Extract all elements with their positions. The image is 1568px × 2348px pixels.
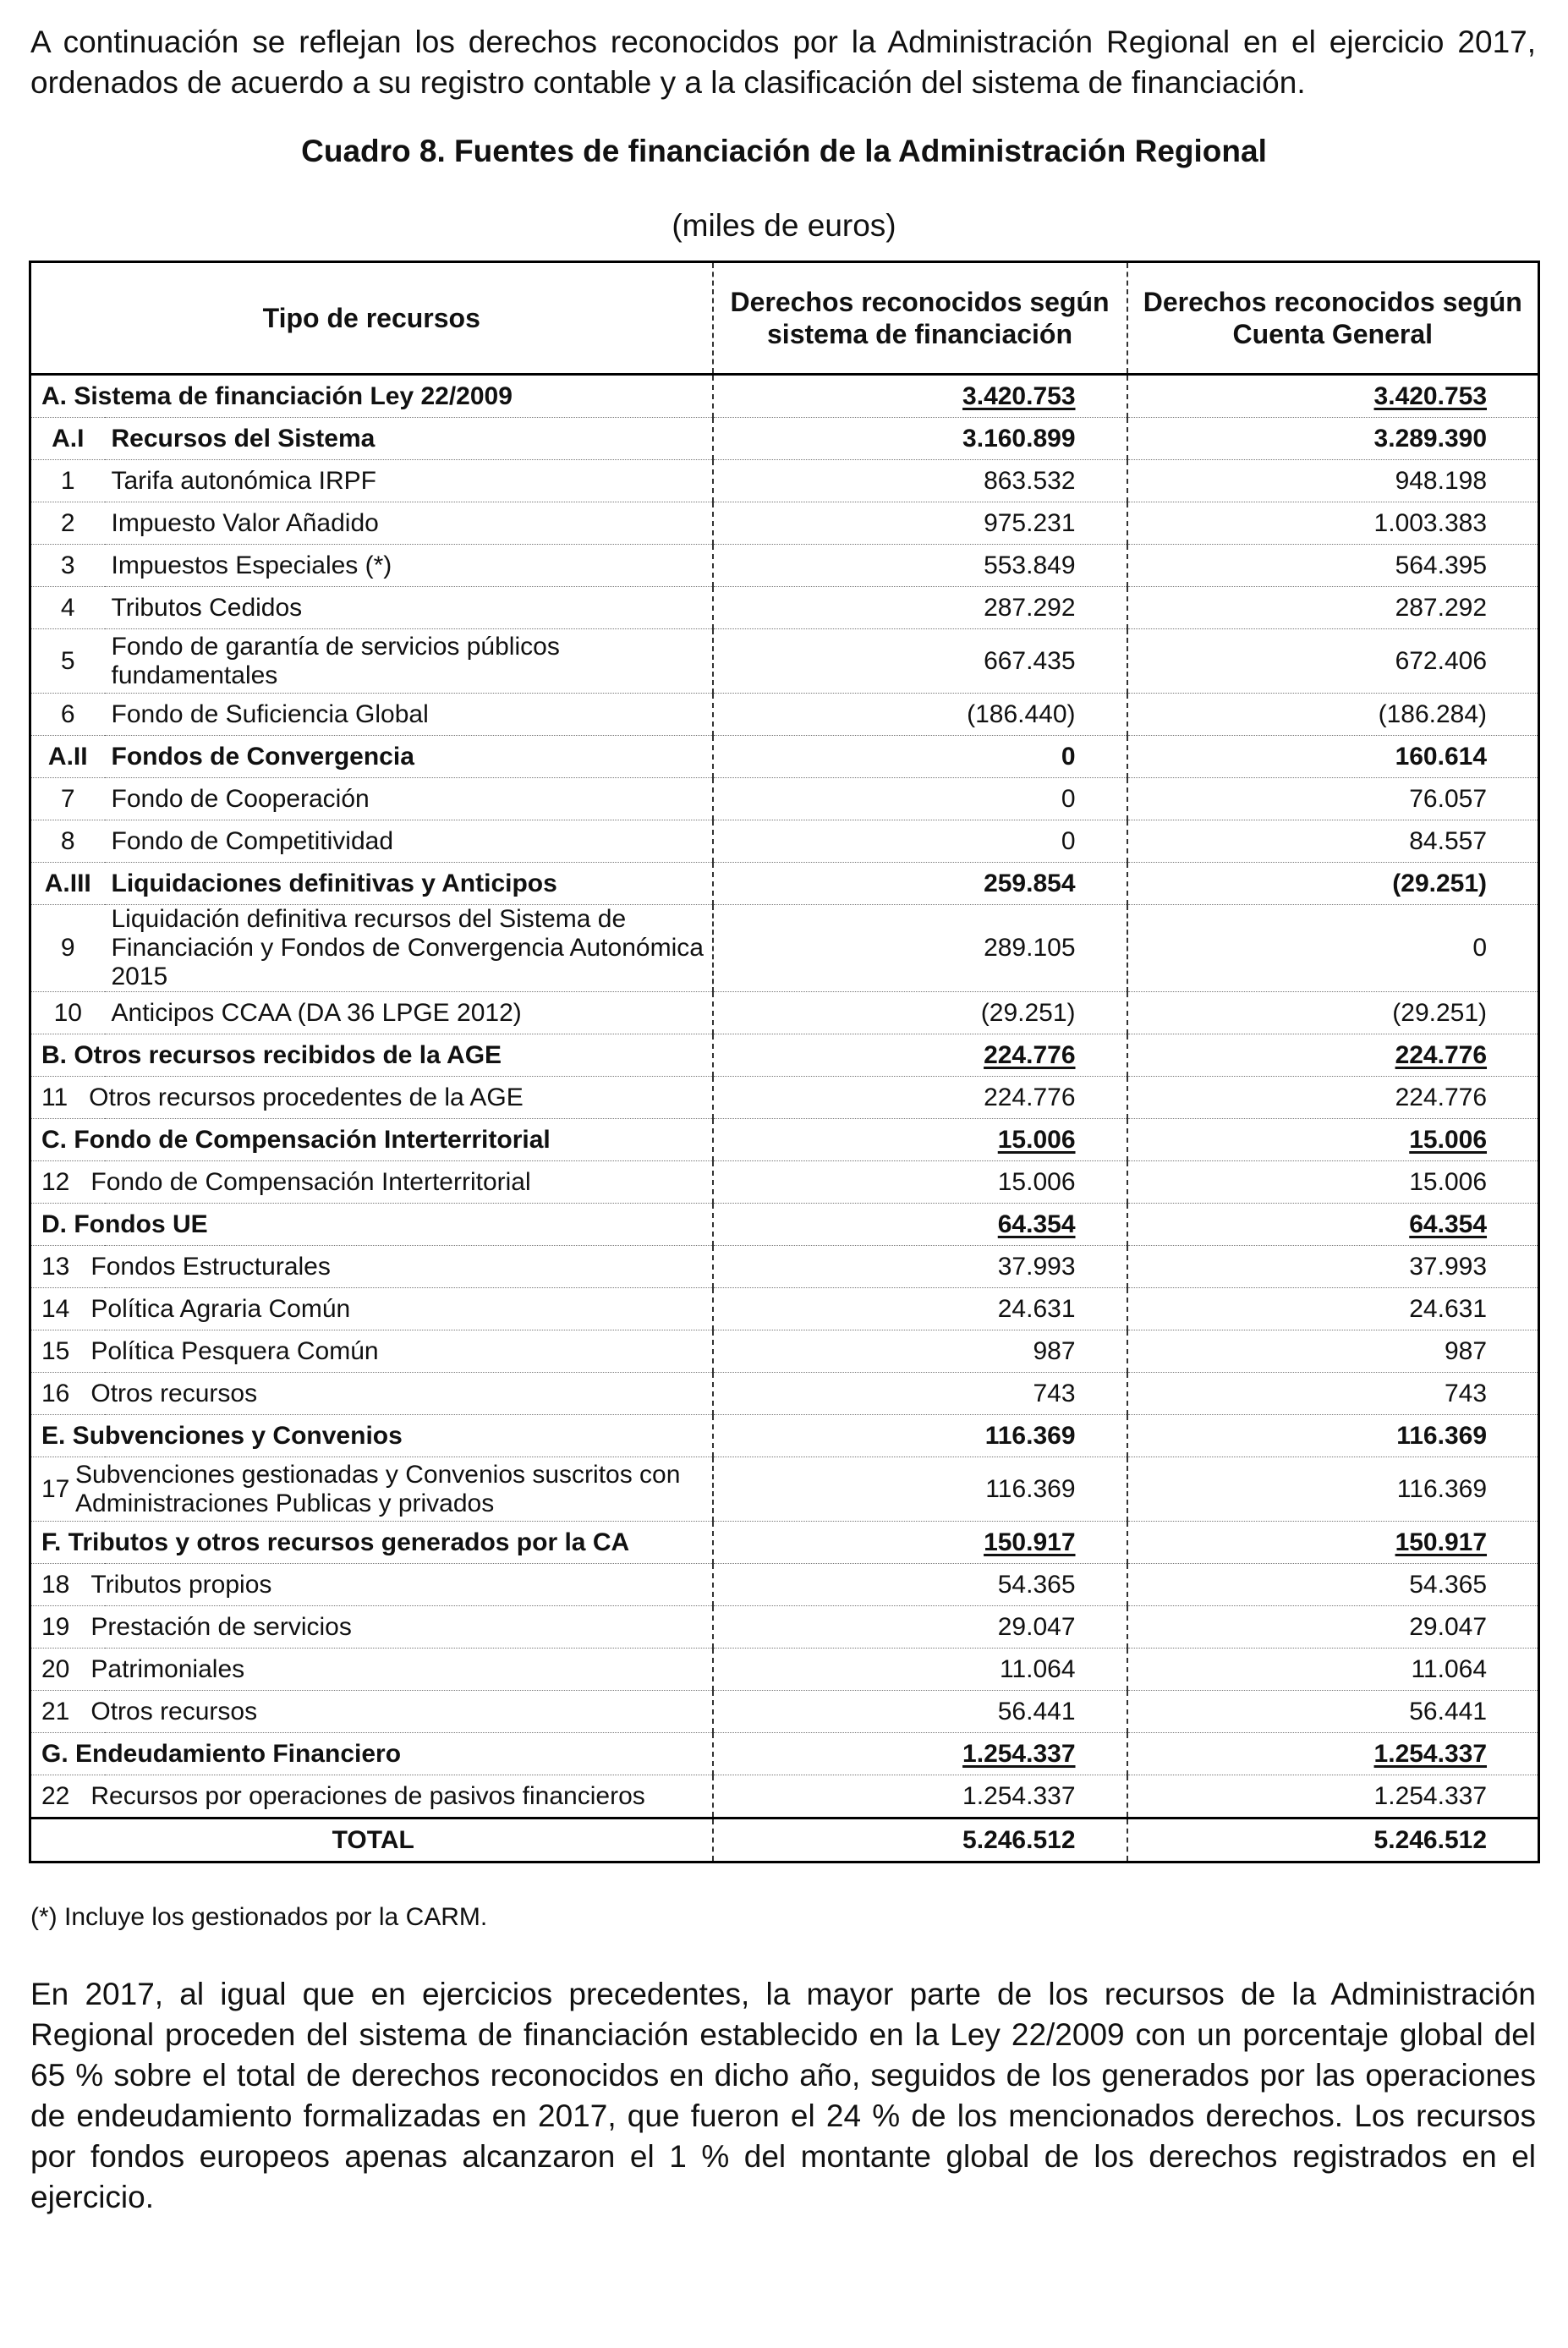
row-label: 18 Tributos propios: [30, 1564, 713, 1606]
row-value-cuenta: 15.006: [1127, 1161, 1539, 1204]
table-row: [30, 460, 1539, 502]
row-code: 1: [30, 460, 105, 502]
row-value-cuenta: 15.006: [1127, 1119, 1539, 1161]
row-value-cuenta: 0: [1127, 905, 1539, 992]
intro-paragraph: A continuación se reflejan los derechos reconocidos por la Administración Regional en el ejercicio 2017, ordenados de acuerdo a su registro contable y a la clasificación del sistema de financiación.: [30, 25, 1536, 100]
row-label: Liquidación definitiva recursos del Sistema de Financiación y Fondos de Convergencia Autonómica 2015: [105, 905, 713, 992]
row-value-cuenta: 56.441: [1127, 1691, 1539, 1733]
row-code: 4: [30, 587, 105, 629]
row-value-cuenta: (29.251): [1127, 992, 1539, 1034]
row-code: 21: [41, 1697, 70, 1725]
table-row: [30, 1246, 1539, 1288]
row-value-cuenta: 29.047: [1127, 1606, 1539, 1649]
row-code: A.III: [30, 863, 105, 905]
table-row-section-e: [30, 1415, 1539, 1457]
row-value-cuenta: 160.614: [1127, 736, 1539, 778]
table-row-subsection-aiii: [30, 863, 1539, 905]
row-label: Tarifa autonómica IRPF: [105, 460, 713, 502]
header-tipo-recursos: Tipo de recursos: [30, 262, 713, 375]
conclusion-paragraph: En 2017, al igual que en ejercicios precedentes, la mayor parte de los recursos de la Administración Regional proceden del sistema de financiación establecido en la Ley 22/2009 con un porcentaje global del 65 % sobre el total de derechos reconocidos en dicho año, seguidos de los generados por las operaciones de endeudamiento formalizadas en 2017, que fueron el 24 % de los mencionados derechos. Los recursos por fondos europeos apenas alcanzaron el 1 % del montante global de los derechos registrados en el ejercicio.: [30, 1977, 1536, 2214]
row-value-cuenta: 224.776: [1127, 1077, 1539, 1119]
row-value-cuenta: 1.254.337: [1127, 1775, 1539, 1819]
row-label: 16 Otros recursos: [30, 1373, 713, 1415]
row-value-sistema: 287.292: [713, 587, 1127, 629]
table-row: [30, 629, 1539, 694]
row-value-cuenta: (29.251): [1127, 863, 1539, 905]
row-label: B. Otros recursos recibidos de la AGE: [30, 1034, 713, 1077]
row-value-cuenta: 24.631: [1127, 1288, 1539, 1330]
financing-sources-table: [29, 261, 1540, 1863]
row-value-sistema: 3.420.753: [713, 375, 1127, 418]
row-code: 22: [41, 1781, 70, 1810]
row-label: 22 Recursos por operaciones de pasivos financieros: [30, 1775, 713, 1819]
row-label: Fondos de Convergencia: [105, 736, 713, 778]
row-value-sistema: 24.631: [713, 1288, 1127, 1330]
row-code: 15: [41, 1336, 70, 1365]
row-value-sistema: 150.917: [713, 1522, 1127, 1564]
row-code: 20: [41, 1654, 70, 1683]
table-row: [30, 1161, 1539, 1204]
table-row-subsection-aii: [30, 736, 1539, 778]
row-label: 20 Patrimoniales: [30, 1649, 713, 1691]
row-value-sistema: 116.369: [713, 1457, 1127, 1522]
table-row: [30, 1649, 1539, 1691]
row-code: 12: [41, 1167, 70, 1196]
row-label: Liquidaciones definitivas y Anticipos: [105, 863, 713, 905]
row-code: A.II: [30, 736, 105, 778]
row-label: 14 Política Agraria Común: [30, 1288, 713, 1330]
row-label: G. Endeudamiento Financiero: [30, 1733, 713, 1775]
row-value-sistema: 667.435: [713, 629, 1127, 694]
row-value-sistema: 3.160.899: [713, 418, 1127, 460]
table-row: [30, 1288, 1539, 1330]
table-row: [30, 1691, 1539, 1733]
row-label: Fondo de garantía de servicios públicos fundamentales: [105, 629, 713, 694]
row-label: Anticipos CCAA (DA 36 LPGE 2012): [105, 992, 713, 1034]
total-value-sistema: 5.246.512: [713, 1819, 1127, 1862]
row-value-sistema: 116.369: [713, 1415, 1127, 1457]
table-row: [30, 587, 1539, 629]
table-row: [30, 1775, 1539, 1819]
table-row: [30, 820, 1539, 863]
row-label: 15 Política Pesquera Común: [30, 1330, 713, 1373]
row-label: Tributos Cedidos: [105, 587, 713, 629]
row-code: 14: [41, 1294, 70, 1323]
row-code: 11: [41, 1083, 69, 1111]
row-value-sistema: 743: [713, 1373, 1127, 1415]
row-value-sistema: 29.047: [713, 1606, 1127, 1649]
table-row: [30, 502, 1539, 545]
table-row-section-g: [30, 1733, 1539, 1775]
table-row: [30, 1457, 1539, 1522]
row-label: Impuesto Valor Añadido: [105, 502, 713, 545]
table-row: [30, 1606, 1539, 1649]
header-derechos-cuenta-general: Derechos reconocidos según Cuenta General: [1127, 262, 1539, 375]
row-code: 17: [41, 1474, 70, 1503]
row-code: 10: [30, 992, 105, 1034]
row-value-sistema: 987: [713, 1330, 1127, 1373]
row-code: 19: [41, 1612, 70, 1641]
table-footnote: (*) Incluye los gestionados por la CARM.: [30, 1903, 488, 1931]
row-value-cuenta: 987: [1127, 1330, 1539, 1373]
row-value-cuenta: 64.354: [1127, 1204, 1539, 1246]
row-value-sistema: 64.354: [713, 1204, 1127, 1246]
row-value-sistema: 54.365: [713, 1564, 1127, 1606]
header-derechos-sistema: Derechos reconocidos según sistema de financiación: [713, 262, 1127, 375]
table-header-row: [30, 262, 1539, 375]
row-value-sistema: 37.993: [713, 1246, 1127, 1288]
row-value-cuenta: 11.064: [1127, 1649, 1539, 1691]
table-row-section-c: [30, 1119, 1539, 1161]
row-label: 12 Fondo de Compensación Interterritorial: [30, 1161, 713, 1204]
row-code: A.I: [30, 418, 105, 460]
row-value-cuenta: (186.284): [1127, 694, 1539, 736]
row-value-cuenta: 116.369: [1127, 1457, 1539, 1522]
table-row-subsection-ai: [30, 418, 1539, 460]
row-value-sistema: 0: [713, 778, 1127, 820]
row-value-sistema: 975.231: [713, 502, 1127, 545]
table-row: [30, 905, 1539, 992]
row-value-sistema: 863.532: [713, 460, 1127, 502]
row-value-cuenta: 3.420.753: [1127, 375, 1539, 418]
row-value-cuenta: 54.365: [1127, 1564, 1539, 1606]
row-label: Fondo de Cooperación: [105, 778, 713, 820]
row-value-sistema: 56.441: [713, 1691, 1127, 1733]
row-label: E. Subvenciones y Convenios: [30, 1415, 713, 1457]
row-label: A. Sistema de financiación Ley 22/2009: [30, 375, 713, 418]
row-code: 7: [30, 778, 105, 820]
row-value-sistema: 224.776: [713, 1034, 1127, 1077]
row-value-cuenta: 116.369: [1127, 1415, 1539, 1457]
table-row: [30, 694, 1539, 736]
row-label: 17 Subvenciones gestionadas y Convenios suscritos con Administraciones Publicas y privados: [30, 1457, 713, 1522]
row-value-sistema: 259.854: [713, 863, 1127, 905]
row-label: Impuestos Especiales (*): [105, 545, 713, 587]
table-row: [30, 545, 1539, 587]
row-label: D. Fondos UE: [30, 1204, 713, 1246]
row-label: 13 Fondos Estructurales: [30, 1246, 713, 1288]
row-label: Fondo de Competitividad: [105, 820, 713, 863]
row-label: Fondo de Suficiencia Global: [105, 694, 713, 736]
row-value-sistema: 1.254.337: [713, 1733, 1127, 1775]
table-row: [30, 1330, 1539, 1373]
table-row: [30, 992, 1539, 1034]
table-row-section-d: [30, 1204, 1539, 1246]
table-units: (miles de euros): [672, 208, 896, 243]
row-code: 8: [30, 820, 105, 863]
row-value-cuenta: 287.292: [1127, 587, 1539, 629]
row-value-sistema: 1.254.337: [713, 1775, 1127, 1819]
row-label: 11 Otros recursos procedentes de la AGE: [30, 1077, 713, 1119]
row-code: 2: [30, 502, 105, 545]
table-row: [30, 1077, 1539, 1119]
row-value-sistema: 15.006: [713, 1119, 1127, 1161]
row-code: 16: [41, 1379, 70, 1407]
row-value-cuenta: 37.993: [1127, 1246, 1539, 1288]
row-value-cuenta: 564.395: [1127, 545, 1539, 587]
row-value-sistema: (29.251): [713, 992, 1127, 1034]
total-label: TOTAL: [30, 1819, 713, 1862]
table-row-section-a: [30, 375, 1539, 418]
row-value-sistema: 0: [713, 820, 1127, 863]
row-value-sistema: (186.440): [713, 694, 1127, 736]
row-label: F. Tributos y otros recursos generados por la CA: [30, 1522, 713, 1564]
row-value-cuenta: 948.198: [1127, 460, 1539, 502]
row-code: 6: [30, 694, 105, 736]
row-value-cuenta: 84.557: [1127, 820, 1539, 863]
row-value-cuenta: 150.917: [1127, 1522, 1539, 1564]
row-value-cuenta: 3.289.390: [1127, 418, 1539, 460]
row-value-cuenta: 1.003.383: [1127, 502, 1539, 545]
row-value-sistema: 11.064: [713, 1649, 1127, 1691]
row-code: 3: [30, 545, 105, 587]
table-row-section-f: [30, 1522, 1539, 1564]
row-code: 9: [30, 905, 105, 992]
row-value-cuenta: 672.406: [1127, 629, 1539, 694]
table-row: [30, 778, 1539, 820]
row-label: C. Fondo de Compensación Interterritorial: [30, 1119, 713, 1161]
row-code: 18: [41, 1570, 70, 1599]
row-value-cuenta: 224.776: [1127, 1034, 1539, 1077]
row-value-sistema: 15.006: [713, 1161, 1127, 1204]
row-code: 5: [30, 629, 105, 694]
row-value-cuenta: 76.057: [1127, 778, 1539, 820]
row-value-sistema: 0: [713, 736, 1127, 778]
table-row-total: [30, 1819, 1539, 1862]
row-value-sistema: 553.849: [713, 545, 1127, 587]
row-label: 21 Otros recursos: [30, 1691, 713, 1733]
table-row: [30, 1373, 1539, 1415]
row-value-sistema: 224.776: [713, 1077, 1127, 1119]
table-row-section-b: [30, 1034, 1539, 1077]
total-value-cuenta: 5.246.512: [1127, 1819, 1539, 1862]
row-value-sistema: 289.105: [713, 905, 1127, 992]
row-value-cuenta: 743: [1127, 1373, 1539, 1415]
row-label: Recursos del Sistema: [105, 418, 713, 460]
row-label: 19 Prestación de servicios: [30, 1606, 713, 1649]
row-code: 13: [41, 1252, 70, 1281]
row-value-cuenta: 1.254.337: [1127, 1733, 1539, 1775]
table-title: Cuadro 8. Fuentes de financiación de la Administración Regional: [301, 134, 1267, 168]
table-row: [30, 1564, 1539, 1606]
